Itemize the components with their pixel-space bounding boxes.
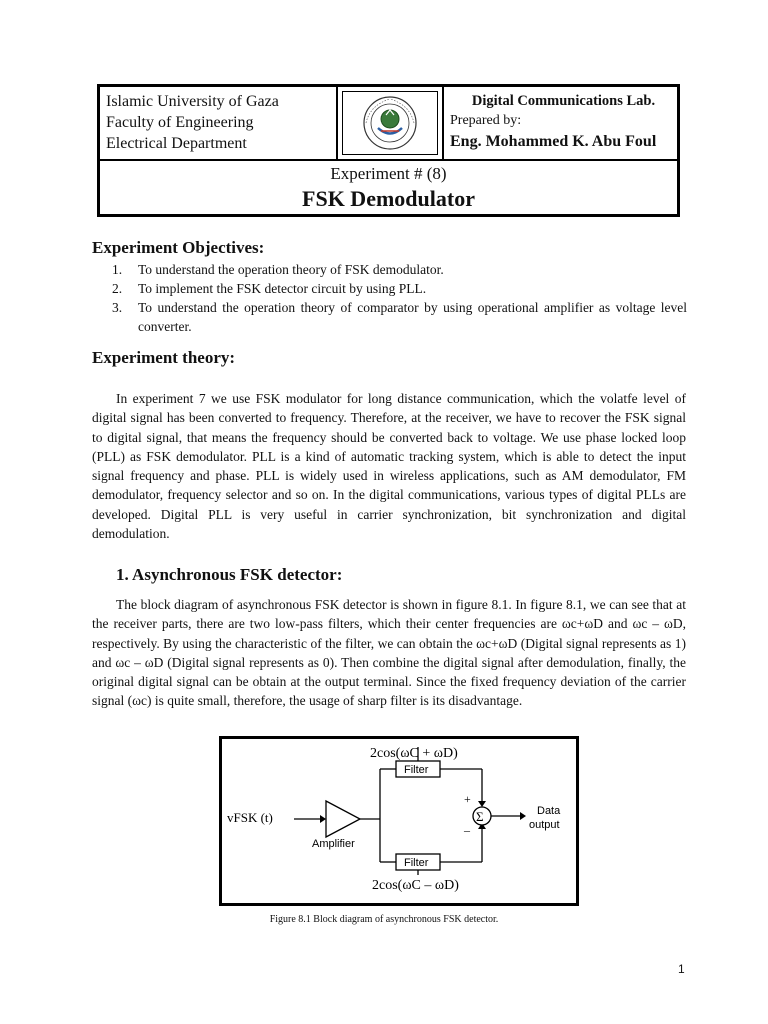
header-table [97,84,680,217]
block-diagram [222,739,576,903]
header-top-row [100,87,677,161]
objective-item: 1. To understand the operation theory of FSK demodulator. [112,262,444,277]
objective-item: 3. To understand the operation theory of comparator by using operational amplifier as voltage level converter. [112,300,687,334]
bottom-oscillator-label: 2cos(ωC – ωD) [372,878,459,893]
objective-item: 2. To implement the FSK detector circuit by using PLL. [112,281,427,296]
institution-cell [100,87,338,159]
prepared-by-label: Prepared by: [450,113,522,128]
theory-paragraph: In experiment 7 we use FSK modulator for long distance communication, which the volatfe level of digital signal has been converted to frequency. Therefore, at the receiver, we have to recover the FSK signal to digital signal, that means the frequency should be converted back to voltage. We use phase locked loop (PLL) as FSK demodulator. PLL is a kind of automatic tracking system, which is able to detect the input signal frequency and phase. PLL is widely used in wireless applications, such as AM demodulator, FM demodulator, frequency selector and so on. In the digital communications, various types of digital PLLs are developed. Digital PLL is very useful in carrier synchronization, bit synchronization and digital demodulation. [92,391,686,542]
top-oscillator-label: 2cos(ωC + ωD) [370,746,458,761]
author-name: Eng. Mohammed K. Abu Foul [450,133,657,150]
input-signal-label: vFSK (t) [227,810,273,825]
amplifier-label: Amplifier [312,838,355,850]
university-logo [360,95,420,151]
amplifier-symbol [326,801,360,837]
objectives-list [112,260,687,336]
sum-symbol: Σ [476,809,484,824]
faculty-name: Faculty of Engineering [106,114,254,131]
lab-cell [444,87,677,159]
output-label-line1: Data [537,805,561,817]
section-paragraph: The block diagram of asynchronous FSK detector is shown in figure 8.1. In figure 8.1, we can see that at the receiver parts, there are two low-pass filters, which their center frequencies are ωc+ωD and ωc – ωD, respectively. By using the characteristic of the filter, we can obtain the ωc+ωD (Digital signal represents as 1) and ωc – ωD (Digital signal represents as 0). Then combine the digital signal after demodulation, finally, the original digital signal can be obtain at the output terminal. Since the fixed frequency deviation of the carrier signal (ωc) is quite small, therefore, the usage of sharp filter is its disadvantage. [92,597,686,709]
figure-caption: Figure 8.1 Block diagram of asynchronous FSK detector. [269,914,499,925]
university-name: Islamic University of Gaza [106,93,279,110]
plus-sign: + [464,792,471,806]
top-filter-label: Filter [404,764,429,776]
bottom-filter-label: Filter [404,857,429,869]
lab-name: Digital Communications Lab. [471,93,656,109]
objectives-heading: Experiment Objectives: [92,238,265,257]
header-bottom-row [100,161,677,214]
page-number: 1 [678,962,685,976]
section-heading: 1. Asynchronous FSK detector: [116,565,343,584]
department-name: Electrical Department [106,135,247,152]
minus-sign: – [464,823,470,837]
theory-heading: Experiment theory: [92,348,236,367]
block-diagram-figure [219,736,579,906]
output-label-line2: output [529,819,560,831]
experiment-title: FSK Demodulator [302,186,475,211]
logo-cell [338,87,444,159]
experiment-number: Experiment # (8) [330,164,447,183]
